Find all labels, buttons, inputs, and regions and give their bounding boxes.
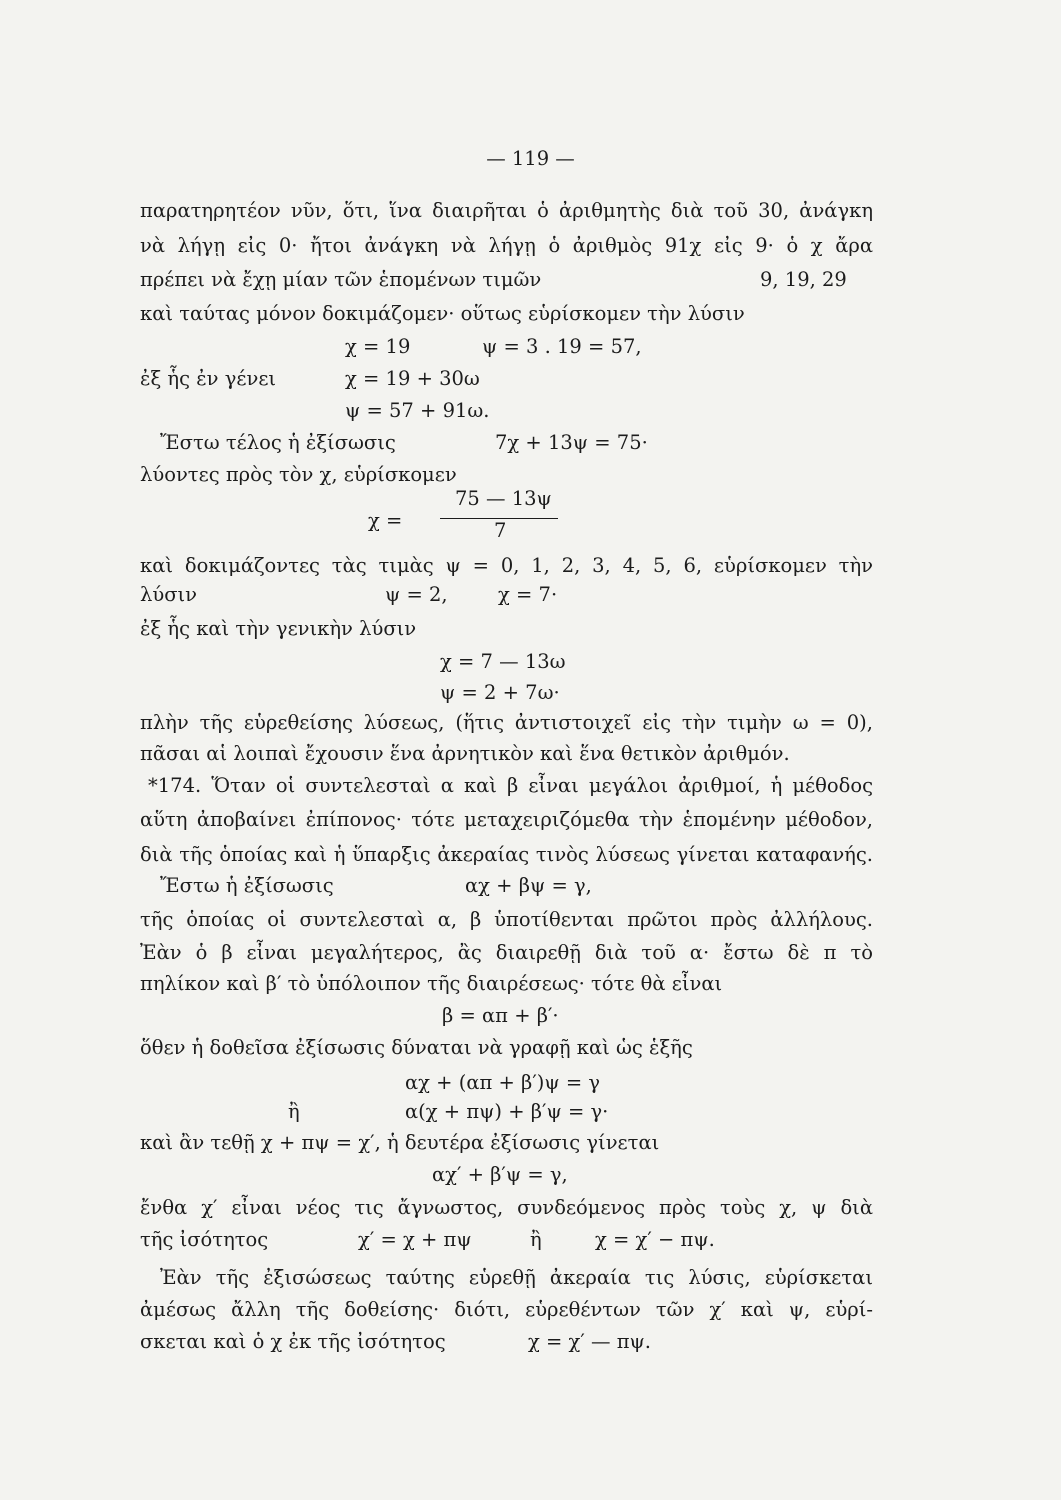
text-line: ἀμέσως ἄλλη τῆς δοθείσης· διότι, εὑρεθέντων τῶν χ′ καὶ ψ, εὑρί-	[140, 1298, 873, 1321]
equation: β = απ + β′·	[442, 1004, 559, 1027]
text-line: πρέπει νὰ ἔχῃ μίαν τῶν ἑπομένων τιμῶν	[140, 268, 542, 291]
text-line: σκεται καὶ ὁ χ ἐκ τῆς ἰσότητος	[140, 1330, 446, 1353]
fraction-lhs: χ =	[368, 509, 403, 532]
text-line: Ἔστω τέλος ἡ ἐξίσωσις	[160, 431, 396, 454]
fraction-denominator: 7	[494, 519, 507, 542]
equation: ψ = 3 . 19 = 57,	[482, 335, 642, 358]
text-line: παρατηρητέον νῦν, ὅτι, ἵνα διαιρῆται ὁ ἀριθμητὴς διὰ τοῦ 30, ἀνάγκη	[140, 199, 873, 222]
equation: αχ + (απ + β′)ψ = γ	[405, 1071, 601, 1094]
equation: χ = 19 + 30ω	[345, 367, 480, 390]
text-line: Ἐὰν τῆς ἐξισώσεως ταύτης εὑρεθῇ ἀκεραία τις λύσις, εὑρίσκεται	[160, 1266, 873, 1289]
text-line: καὶ ταύτας μόνον δοκιμάζομεν· οὕτως εὑρίσκομεν τὴν λύσιν	[140, 302, 745, 325]
text-line: ἐξ ἧς ἐν γένει	[140, 367, 277, 390]
equation: ψ = 57 + 91ω.	[345, 399, 490, 422]
text-line: ἔνθα χ′ εἶναι νέος τις ἄγνωστος, συνδεόμενος πρὸς τοὺς χ, ψ διὰ	[140, 1196, 873, 1219]
equation: χ = 7·	[498, 583, 558, 606]
equation: ψ = 2 + 7ω·	[440, 681, 560, 704]
text-line: καὶ δοκιμάζοντες τὰς τιμὰς ψ = 0, 1, 2, 3, 4, 5, 6, εὑρίσκομεν τὴν	[140, 554, 873, 577]
text-line: τῆς ὁποίας οἱ συντελεσταὶ α, β ὑποτίθενται πρῶτοι πρὸς ἀλλήλους.	[140, 908, 873, 931]
equation: χ = χ′ − πψ.	[595, 1228, 715, 1251]
text-line: τῆς ἰσότητος	[140, 1228, 269, 1251]
equation: χ = 7 — 13ω	[440, 650, 566, 673]
equation: 7χ + 13ψ = 75·	[495, 431, 648, 454]
text-line: πλὴν τῆς εὑρεθείσης λύσεως, (ἥτις ἀντιστοιχεῖ εἰς τὴν τιμὴν ω = 0),	[140, 711, 873, 734]
text-line: λύσιν	[140, 583, 198, 606]
text-line: Ἐὰν ὁ β εἶναι μεγαλήτερος, ἂς διαιρεθῇ διὰ τοῦ α· ἔστω δὲ π τὸ	[140, 941, 873, 964]
conjunction: ἢ	[288, 1100, 300, 1123]
text-line: λύοντες πρὸς τὸν χ, εὑρίσκομεν	[140, 463, 457, 486]
text-line: διὰ τῆς ὁποίας καὶ ἡ ὕπαρξις ἀκεραίας τινὸς λύσεως γίνεται καταφανής.	[140, 843, 873, 866]
fraction-numerator: 75 — 13ψ	[455, 487, 552, 510]
page-number: — 119 —	[486, 147, 575, 170]
equation: χ = 19	[345, 335, 411, 358]
text-line: *174. Ὅταν οἱ συντελεσταὶ α καὶ β εἶναι μεγάλοι ἀριθμοί, ἡ μέθοδος	[148, 774, 873, 797]
equation: α(χ + πψ) + β′ψ = γ·	[405, 1100, 609, 1123]
equation: χ′ = χ + πψ	[358, 1228, 472, 1251]
text-line: ἐξ ἧς καὶ τὴν γενικὴν λύσιν	[140, 617, 417, 640]
text-line: καὶ ἂν τεθῇ χ + πψ = χ′, ἡ δευτέρα ἐξίσωσις γίνεται	[140, 1131, 660, 1154]
equation: χ = χ′ — πψ.	[528, 1330, 651, 1353]
text-line: νὰ λήγῃ εἰς 0· ἤτοι ἀνάγκη νὰ λήγῃ ὁ ἀριθμὸς 91χ εἰς 9· ὁ χ ἄρα	[140, 234, 873, 257]
text-line: πᾶσαι αἱ λοιπαὶ ἔχουσιν ἕνα ἀρνητικὸν καὶ ἕνα θετικὸν ἀριθμόν.	[140, 742, 790, 765]
value-list: 9, 19, 29	[760, 268, 847, 291]
equation: ψ = 2,	[385, 583, 448, 606]
equation: αχ + βψ = γ,	[465, 874, 592, 897]
equation: αχ′ + β′ψ = γ,	[432, 1163, 568, 1186]
text-line: πηλίκον καὶ β′ τὸ ὑπόλοιπον τῆς διαιρέσεως· τότε θὰ εἶναι	[140, 972, 723, 995]
text-line: αὕτη ἀποβαίνει ἐπίπονος· τότε μεταχειριζόμεθα τὴν ἑπομένην μέθοδον,	[140, 808, 873, 831]
text-line: ὅθεν ἡ δοθεῖσα ἐξίσωσις δύναται νὰ γραφῇ καὶ ὡς ἑξῆς	[140, 1036, 693, 1059]
text-line: Ἔστω ἡ ἐξίσωσις	[160, 874, 334, 897]
conjunction: ἢ	[530, 1228, 542, 1251]
